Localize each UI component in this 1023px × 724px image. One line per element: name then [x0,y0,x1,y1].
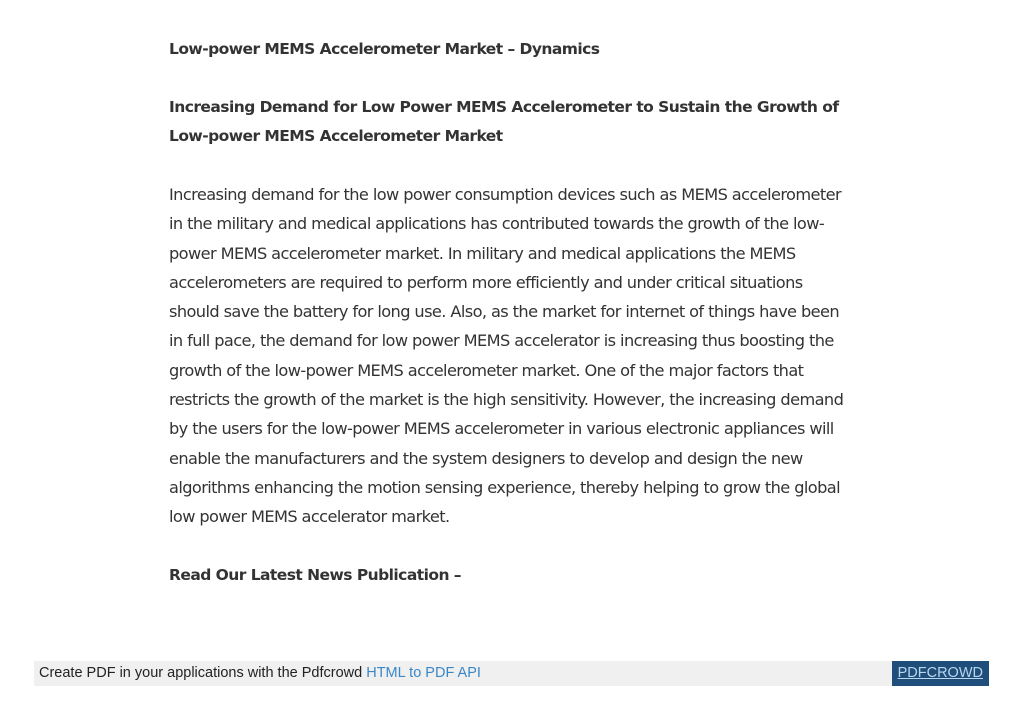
footer-text-wrap [39,661,481,686]
footer-text: Create PDF in your applications with the Pdfcrowd [39,665,363,681]
section-heading-dynamics: Low-power MEMS Accelerometer Market – Dynamics [169,40,600,58]
html-to-pdf-link[interactable]: HTML to PDF API [366,665,481,681]
pdfcrowd-badge[interactable]: PDFCROWD [892,661,989,686]
body-paragraph: Increasing demand for the low power consumption devices such as MEMS accelerometer in the military and medical applications has contributed towards the growth of the low-power MEMS accelerometer market. In military and medical applications the MEMS accelerometers are required to perform more efficiently and under critical situations should save the battery for long use. Also, as the market for internet of things have been in full pace, the demand for low power MEMS accelerator is increasing thus boosting the growth of the low-power MEMS accelerometer market. One of the major factors that restricts the growth of the market is the high sensitivity. However, the increasing demand by the users for the low-power MEMS accelerometer in various electronic appliances will enable the manufacturers and the system designers to develop and design the new algorithms enhancing the motion sensing experience, thereby helping to grow the global low power MEMS accelerator market. [169,185,844,527]
read-more-heading: Read Our Latest News Publication – [169,565,461,584]
article-content [169,35,849,590]
pdfcrowd-footer [34,661,989,686]
section-subheading: Increasing Demand for Low Power MEMS Accelerometer to Sustain the Growth of Low-power MEMS Accelerometer Market [169,98,839,145]
